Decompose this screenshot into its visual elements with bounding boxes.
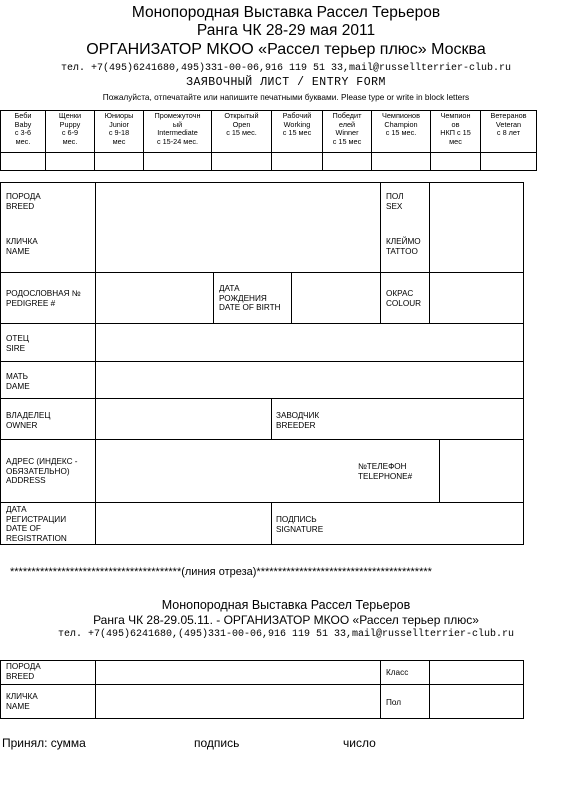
class-checkbox-baby[interactable]	[1, 153, 46, 171]
class-checkbox-nkp-champion[interactable]	[431, 153, 481, 171]
stub-sex-field[interactable]	[430, 685, 523, 718]
colour-field[interactable]	[430, 273, 523, 323]
signature-field[interactable]	[340, 503, 523, 544]
class-cell-champion[interactable]	[372, 111, 431, 153]
class-cell-working[interactable]	[272, 111, 323, 153]
organizer-line: ОРГАНИЗАТОР МКОО «Рассел терьер плюс» Москва	[86, 41, 486, 58]
sire-field[interactable]	[96, 324, 523, 361]
sex-field[interactable]	[430, 183, 523, 272]
registration-date-field[interactable]	[96, 503, 271, 544]
form-title: ЗАЯВОЧНЫЙ ЛИСТ / ENTRY FORM	[186, 76, 386, 89]
tattoo-label: КЛЕЙМО TATTOO	[386, 237, 421, 256]
class-checkbox-junior[interactable]	[95, 153, 144, 171]
class-label: Чемпион ов НКП с 15 мес	[440, 111, 471, 146]
pedigree-label: РОДОСЛОВНАЯ № PEDIGREE #	[6, 289, 81, 308]
class-selection-table	[0, 110, 537, 171]
class-label: Щенки Puppy с 6-9 мес.	[58, 111, 82, 146]
class-checkbox-working[interactable]	[272, 153, 323, 171]
class-label: Промежуточн ый Intermediate с 15-24 мес.	[154, 111, 201, 146]
stub-breed-field[interactable]	[96, 661, 380, 684]
stub-class-field[interactable]	[430, 661, 523, 684]
stub-name-label: КЛИЧКА NAME	[6, 692, 38, 711]
contact-line: тел. +7(495)6241680,495)331-00-06,916 119 51 33,mail@russellterrier-club.ru	[60, 63, 512, 74]
breeder-label: ЗАВОДЧИК BREEDER	[276, 411, 320, 430]
cut-line: ****************************************(линия отреза)*****************************************	[10, 566, 432, 578]
class-cell-open[interactable]	[212, 111, 272, 153]
class-checkbox-open[interactable]	[212, 153, 272, 171]
date-of-birth-field[interactable]	[292, 273, 380, 323]
class-cell-puppy[interactable]	[46, 111, 95, 153]
class-label: Беби Baby с 3-6 мес.	[14, 111, 32, 146]
dame-field[interactable]	[96, 362, 523, 398]
sex-label: ПОЛ SEX	[386, 192, 404, 211]
breed-field[interactable]	[96, 183, 380, 272]
stub-name-field[interactable]	[96, 685, 380, 718]
address-label: АДРЕС (ИНДЕКС - ОБЯЗАТЕЛЬНО) ADDRESS	[6, 457, 78, 486]
class-cell-veteran[interactable]	[481, 111, 537, 153]
class-label: Победит елей Winner с 15 мес	[332, 111, 362, 146]
show-rank-date: Ранга ЧК 28-29 мая 2011	[196, 22, 376, 39]
class-checkbox-veteran[interactable]	[481, 153, 537, 171]
signature-label: ПОДПИСЬ SIGNATURE	[276, 515, 324, 534]
breed-label: ПОРОДА BREED	[6, 192, 41, 211]
received-signature-label: подпись	[194, 736, 240, 750]
class-cell-winner[interactable]	[323, 111, 372, 153]
sire-label: ОТЕЦ SIRE	[6, 334, 29, 353]
received-amount-label: Принял: сумма	[2, 736, 86, 750]
show-title: Монопородная Выставка Рассел Терьеров	[131, 4, 441, 21]
stub-contact-line: тел. +7(495)6241680,(495)331-00-06,916 119 51 33,mail@russellterrier-club.ru	[57, 629, 515, 640]
telephone-field[interactable]	[440, 440, 523, 502]
date-of-birth-label: ДАТА РОЖДЕНИЯ DATE OF BIRTH	[219, 284, 281, 313]
stub-rank-organizer: Ранга ЧК 28-29.05.11. - ОРГАНИЗАТОР МКОО «Рассел терьер плюс»	[93, 613, 479, 627]
class-cell-junior[interactable]	[95, 111, 144, 153]
colour-label: ОКРАС COLOUR	[386, 289, 422, 308]
class-cell-baby[interactable]	[1, 111, 46, 153]
class-cell-intermediate[interactable]	[144, 111, 212, 153]
owner-field[interactable]	[96, 399, 271, 439]
received-date-label: число	[343, 736, 376, 750]
registration-date-label: ДАТА РЕГИСТРАЦИИ DATE OF REGISTRATION	[6, 505, 67, 543]
class-label: Открытый Open с 15 мес.	[224, 111, 259, 138]
dame-label: МАТЬ DAME	[6, 372, 30, 391]
pedigree-field[interactable]	[96, 273, 213, 323]
class-cell-nkp-champion[interactable]	[431, 111, 481, 153]
class-label: Рабочий Working с 15 мес	[282, 111, 312, 138]
instructions: Пожалуйста, отпечатайте или напишите печатными буквами. Please type or write in block letters	[102, 92, 470, 102]
stub-title: Монопородная Выставка Рассел Терьеров	[161, 598, 411, 612]
class-label: Ветеранов Veteran с 8 лет	[490, 111, 527, 138]
class-checkbox-puppy[interactable]	[46, 153, 95, 171]
telephone-label: №ТЕЛЕФОН TELEPHONE#	[358, 462, 413, 481]
class-checkbox-intermediate[interactable]	[144, 153, 212, 171]
address-field[interactable]	[96, 440, 356, 502]
stub-class-label: Класс	[386, 668, 409, 677]
owner-label: ВЛАДЕЛЕЦ OWNER	[6, 411, 51, 430]
breeder-field[interactable]	[350, 399, 523, 439]
stub-breed-label: ПОРОДА BREED	[6, 662, 41, 681]
stub-sex-label: Пол	[386, 698, 402, 707]
class-checkbox-champion[interactable]	[372, 153, 431, 171]
class-label: Юниоры Junior с 9-18 мес	[104, 111, 134, 146]
name-label: КЛИЧКА NAME	[6, 237, 38, 256]
class-checkbox-winner[interactable]	[323, 153, 372, 171]
class-label: Чемпионов Champion с 15 мес.	[382, 111, 420, 138]
